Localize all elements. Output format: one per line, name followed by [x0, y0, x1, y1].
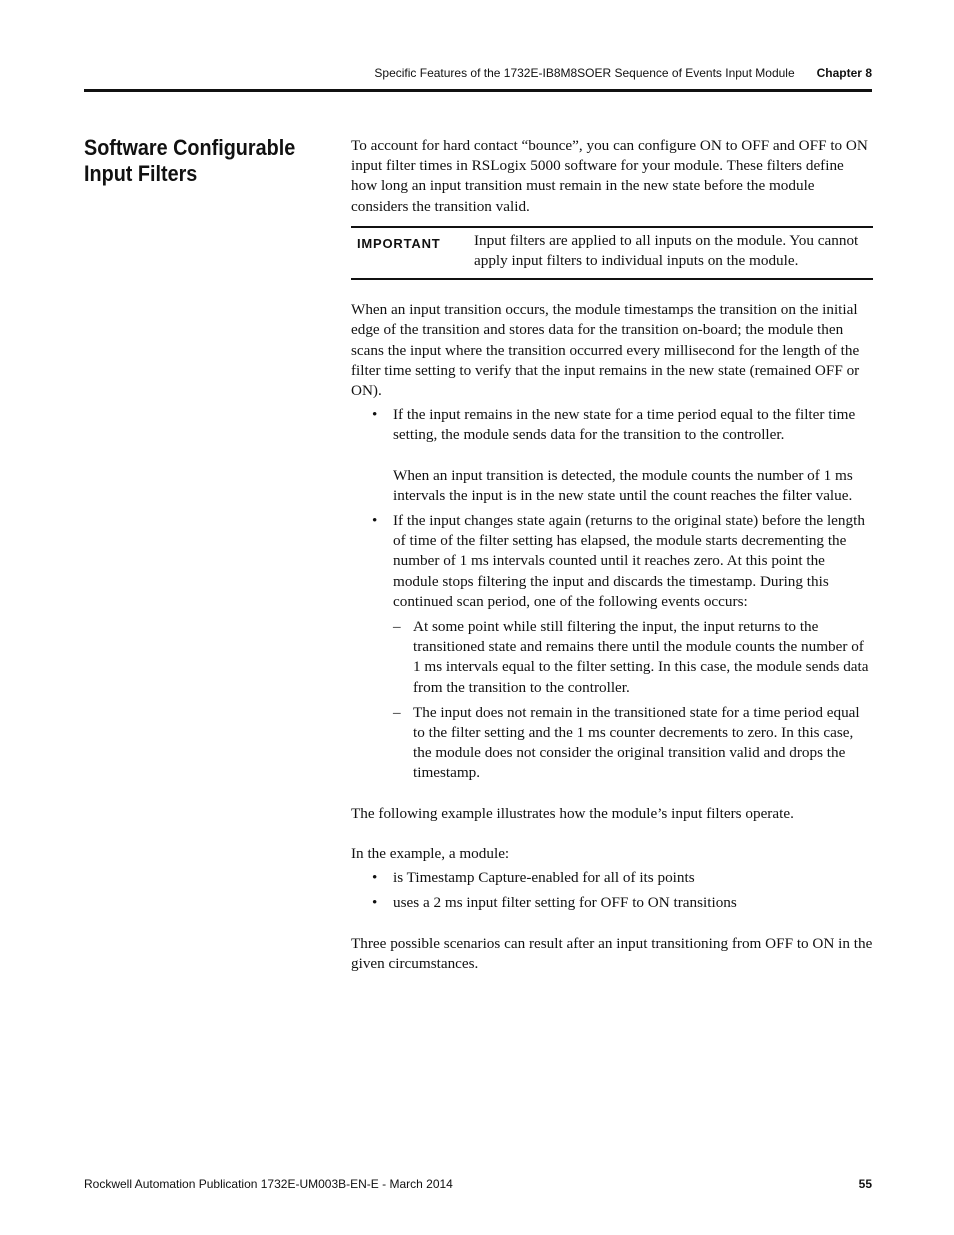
- main-content: [351, 136, 873, 974]
- filter-behavior-list: [351, 405, 873, 783]
- header-title: Specific Features of the 1732E-IB8M8SOER Sequence of Events Input Module: [374, 66, 795, 80]
- list-item-text: is Timestamp Capture-enabled for all of its points: [393, 869, 695, 887]
- example-list: [351, 868, 873, 913]
- list-item-subtext: When an input transition is detected, the module counts the number of 1 ms intervals the input is in the new state until the count reaches the filter value.: [393, 466, 853, 504]
- example-intro-paragraph: The following example illustrates how the module’s input filters operate.: [351, 804, 794, 822]
- sub-list-item-text: At some point while still filtering the input, the input returns to the transitioned state and remains there until the module counts the number of 1 ms intervals equal to the filter setting. In this case, the module sends data from the transition to the controller.: [413, 618, 869, 696]
- chapter-label: Chapter 8: [816, 66, 872, 80]
- page-number: 55: [858, 1177, 872, 1191]
- dash-mark: –: [393, 618, 401, 636]
- list-item-text: uses a 2 ms input filter setting for OFF to ON transitions: [393, 894, 737, 912]
- sub-list-item: [393, 703, 873, 784]
- dash-mark: –: [393, 703, 401, 721]
- sub-list-item: [393, 617, 873, 698]
- bullet-mark: •: [372, 406, 378, 424]
- list-item: [351, 405, 873, 506]
- important-text: Input filters are applied to all inputs on the module. You cannot apply input filters to individual inputs on the module.: [474, 231, 859, 270]
- important-label: IMPORTANT: [357, 235, 441, 251]
- intro-paragraph: To account for hard contact “bounce”, you can configure ON to OFF and OFF to ON input filter times in RSLogix 5000 software for your module. These filters define how long an input transition must remain in the new state before the module considers the transition valid.: [351, 137, 868, 215]
- publication-info: Rockwell Automation Publication 1732E-UM003B-EN-E - March 2014: [84, 1177, 453, 1191]
- sub-list-item-text: The input does not remain in the transitioned state for a time period equal to the filter setting and the 1 ms counter decrements to zero. In this case, the module does not consider the original transition valid and drops the timestamp.: [413, 703, 860, 782]
- bullet-mark: •: [372, 894, 378, 912]
- sub-list: [393, 617, 873, 784]
- list-item: [351, 893, 873, 913]
- bullet-mark: •: [372, 869, 378, 887]
- list-item: [351, 868, 873, 888]
- example-module-paragraph: In the example, a module:: [351, 844, 510, 862]
- list-item-text: If the input changes state again (returns to the original state) before the length of time of the filter setting has elapsed, the module starts decrementing the number of 1 ms intervals counted until it reaches zero. At this point the module stops filtering the input and discards the timestamp. During this continued scan period, one of the following events occurs:: [393, 512, 865, 610]
- header-rule: [84, 89, 872, 92]
- list-item-text: If the input remains in the new state for a time period equal to the filter time setting, the module sends data for the transition to the controller.: [393, 406, 856, 444]
- scenarios-paragraph: Three possible scenarios can result after an input transitioning from OFF to ON in the given circumstances.: [351, 934, 873, 972]
- bullet-mark: •: [372, 512, 378, 530]
- section-title: Software Configurable Input Filters: [84, 135, 296, 186]
- important-note: [351, 226, 873, 280]
- running-header: [84, 66, 872, 82]
- transition-paragraph: When an input transition occurs, the module timestamps the transition on the initial edge of the transition and stores data for the transition on-board; the module then scans the input where the transition occurred every millisecond for the length of the filter time setting to verify that the input remains in the new state (remained OFF or ON).: [351, 301, 860, 400]
- list-item: [351, 511, 873, 784]
